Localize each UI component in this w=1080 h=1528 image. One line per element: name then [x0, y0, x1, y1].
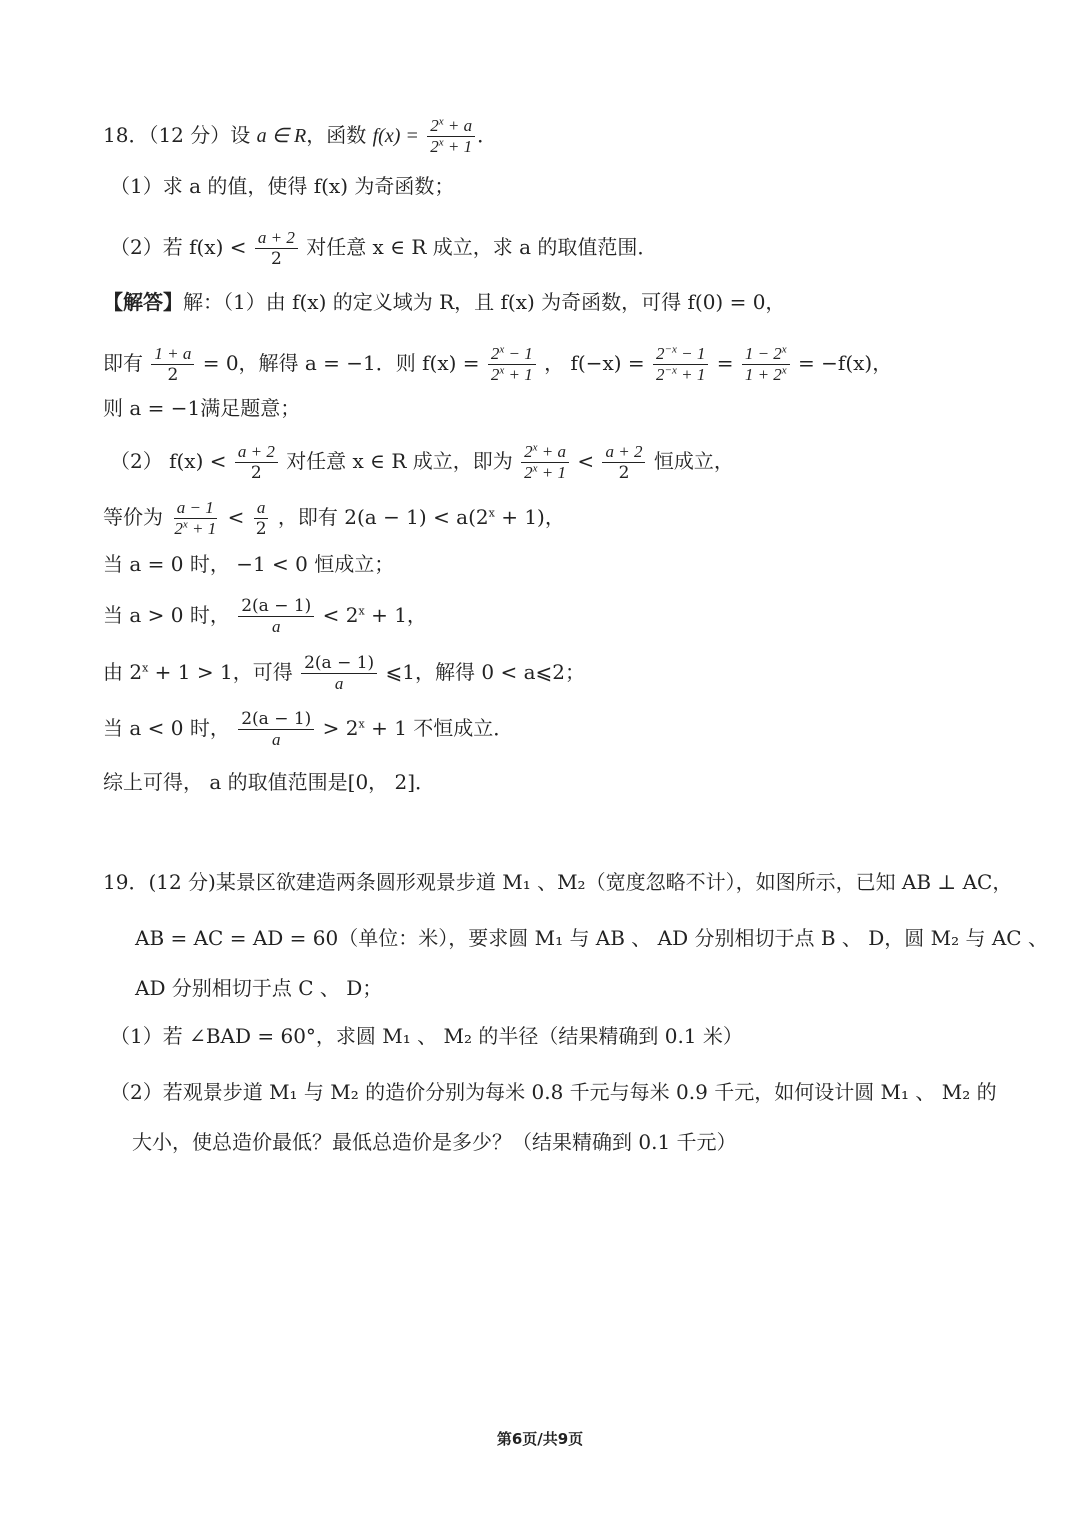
sol-l4-f3-den: 2 [618, 463, 630, 483]
q18-p1-tag: （1） [110, 174, 163, 198]
sol-line-10 [103, 768, 1040, 796]
q18-p2-fraction [255, 228, 298, 269]
q19-line-4 [110, 1022, 1040, 1050]
sol-l5-f2-den: 2 [255, 519, 267, 539]
q18-p2-a: 若 f(x) < [162, 235, 247, 259]
sol-l5-f2-num: a [254, 498, 269, 519]
q19-l3: AD 分别相切于点 C 、 D； [135, 976, 383, 1000]
sol-l9-a: 当 a < 0 时， [103, 716, 230, 740]
page-footer: 第6页/共9页 [496, 1430, 584, 1448]
sol-l7-a: 当 a > 0 时， [103, 603, 230, 627]
q18-p2-b: 对任意 x ∈ R 成立，求 a 的取值范围． [306, 235, 658, 259]
sol-head: 【解答】 [103, 290, 183, 314]
q18-score: （12 分） [148, 123, 231, 147]
sol-l2-f1-num: 1 + a [151, 344, 194, 365]
q18-domain: a ∈ R [256, 125, 307, 147]
sol-l2-frac2 [488, 344, 536, 385]
sol-l4-f2-num: $2^x + a$ [521, 442, 569, 463]
sol-l2-frac3 [653, 344, 708, 385]
sol-l9-frac [238, 709, 314, 750]
q19-l4: （1）若 ∠BAD = 60°，求圆 M₁ 、 M₂ 的半径（结果精确到 0.1 米） [110, 1024, 743, 1048]
sol-l8-b: ⩽1，解得 0 < a⩽2； [385, 660, 585, 684]
sol-l5-f1-num: a − 1 [174, 498, 217, 519]
q18-intro: 设 [230, 123, 251, 147]
sol-l2-a: 即有 [103, 351, 143, 375]
q18-fraction [427, 116, 475, 157]
sol-l1: 解：（1）由 f(x) 的定义域为 R，且 f(x) 为奇函数，可得 f(0) = 0， [183, 290, 786, 314]
q19-l5: （2）若观景步道 M₁ 与 M₂ 的造价分别为每米 0.8 千元与每米 0.9 千元，如何设计圆 M₁ 、 M₂ 的 [110, 1080, 997, 1104]
sol-line-7 [103, 596, 1040, 637]
sol-l5-a: 等价为 [103, 505, 163, 529]
q18-frac-den: $2^x + 1$ [430, 136, 473, 156]
sol-line-3 [103, 394, 1040, 422]
sol-l8-frac [301, 653, 377, 694]
sol-l8-a: 由 $2^x + 1 > 1$，可得 [103, 660, 293, 684]
sol-l2-d: = [716, 351, 734, 375]
sol-l2-f4-den: $1 + 2^x$ [744, 364, 787, 384]
sol-l2-e: = −f(x)， [798, 351, 893, 375]
sol-l2-frac4 [742, 344, 790, 385]
sol-l7-b: < $2^x + 1$， [322, 603, 427, 627]
sol-l5-b: < [227, 505, 245, 529]
sol-l5-f1-den: $2^x + 1$ [174, 518, 217, 538]
sol-l2-f4-num: $1 - 2^x$ [742, 344, 790, 365]
sol-l7-frac [238, 596, 314, 637]
sol-line-5 [103, 498, 1040, 539]
sol-line-2 [103, 344, 1040, 385]
q19-l2: AB = AC = AD = 60（单位：米），要求圆 M₁ 与 AB 、 AD 分别相切于点 B 、 D，圆 M₂ 与 AC 、 [135, 926, 1048, 950]
q19-line-3 [135, 974, 1040, 1002]
q18-p1-text: 求 a 的值，使得 f(x) 为奇函数； [162, 174, 455, 198]
sol-line-4 [110, 442, 1040, 483]
sol-l2-c: ， f(−x) = [544, 351, 645, 375]
sol-line-1 [103, 288, 1040, 316]
sol-l2-f3-num: $2^{-x} - 1$ [653, 344, 708, 365]
q19-l1: 19．(12 分)某景区欲建造两条圆形观景步道 M₁ 、M₂（宽度忽略不计），如图所示，已知 AB ⊥ AC， [103, 870, 1013, 894]
q18-number: 18． [103, 123, 149, 147]
sol-l4-frac3 [602, 442, 645, 483]
sol-l4-a: （2） f(x) < [110, 449, 227, 473]
sol-l10: 综上可得， a 的取值范围是[0， 2]． [103, 770, 436, 794]
q18-part2 [110, 228, 1040, 269]
sol-l6: 当 a = 0 时， −1 < 0 恒成立； [103, 552, 395, 576]
sol-l2-f2-num: $2^x - 1$ [488, 344, 536, 365]
sol-l5-c: ，即有 $2(a - 1) < a(2^x + 1)$， [277, 505, 565, 529]
q18-frac-num: $2^x + a$ [427, 116, 475, 137]
sol-l2-b: = 0，解得 a = −1．则 f(x) = [202, 351, 480, 375]
sol-l4-f2-den: $2^x + 1$ [524, 462, 566, 482]
sol-l5-frac2 [253, 498, 270, 539]
sol-l7-f-num: 2(a − 1) [238, 596, 314, 617]
sol-l8-f-den: a [334, 674, 344, 693]
sol-line-8 [103, 653, 1040, 694]
q18-part1 [110, 172, 1040, 200]
sol-l5-frac1 [171, 498, 219, 539]
q19-l6: 大小，使总造价最低？最低总造价是多少？（结果精确到 0.1 千元） [132, 1130, 737, 1154]
q18-p2-frac-den: 2 [270, 249, 282, 269]
sol-l4-b: 对任意 x ∈ R 成立，即为 [286, 449, 513, 473]
q18-func-label: 函数 [326, 123, 367, 147]
sol-l2-frac1 [151, 344, 194, 385]
q19-line-2 [135, 924, 1048, 952]
sol-l2-f3-den: $2^{-x} + 1$ [656, 364, 706, 384]
sol-l2-f2-den: $2^x + 1$ [490, 364, 533, 384]
sol-l4-f1-num: a + 2 [235, 442, 278, 463]
sol-l9-b: > $2^x + 1$ 不恒成立． [322, 716, 514, 740]
sol-l4-d: 恒成立， [653, 449, 734, 473]
sol-l4-frac2 [521, 442, 569, 483]
sol-l9-f-num: 2(a − 1) [238, 709, 314, 730]
sol-l4-c: < [577, 449, 595, 473]
sol-l2-f1-den: 2 [167, 365, 179, 385]
sol-l4-f3-num: a + 2 [602, 442, 645, 463]
sol-line-6 [103, 550, 1040, 578]
q19-line-6 [132, 1128, 1040, 1156]
q18-statement [103, 116, 1040, 157]
q19-line-5 [110, 1078, 1040, 1106]
q18-comma: ， [306, 123, 327, 147]
sol-l8-f-num: 2(a − 1) [301, 653, 377, 674]
q18-period: ． [477, 123, 498, 147]
q18-fx: f(x) = [372, 125, 419, 147]
sol-line-9 [103, 709, 1040, 750]
q18-p2-tag: （2） [110, 235, 163, 259]
sol-l9-f-den: a [272, 730, 281, 749]
q18-p2-frac-num: a + 2 [255, 228, 298, 249]
sol-l3: 则 a = −1满足题意； [103, 396, 301, 420]
sol-l4-frac1 [235, 442, 278, 483]
sol-l4-f1-den: 2 [250, 463, 262, 483]
q19-line-1 [103, 868, 1040, 896]
sol-l7-f-den: a [272, 617, 281, 636]
